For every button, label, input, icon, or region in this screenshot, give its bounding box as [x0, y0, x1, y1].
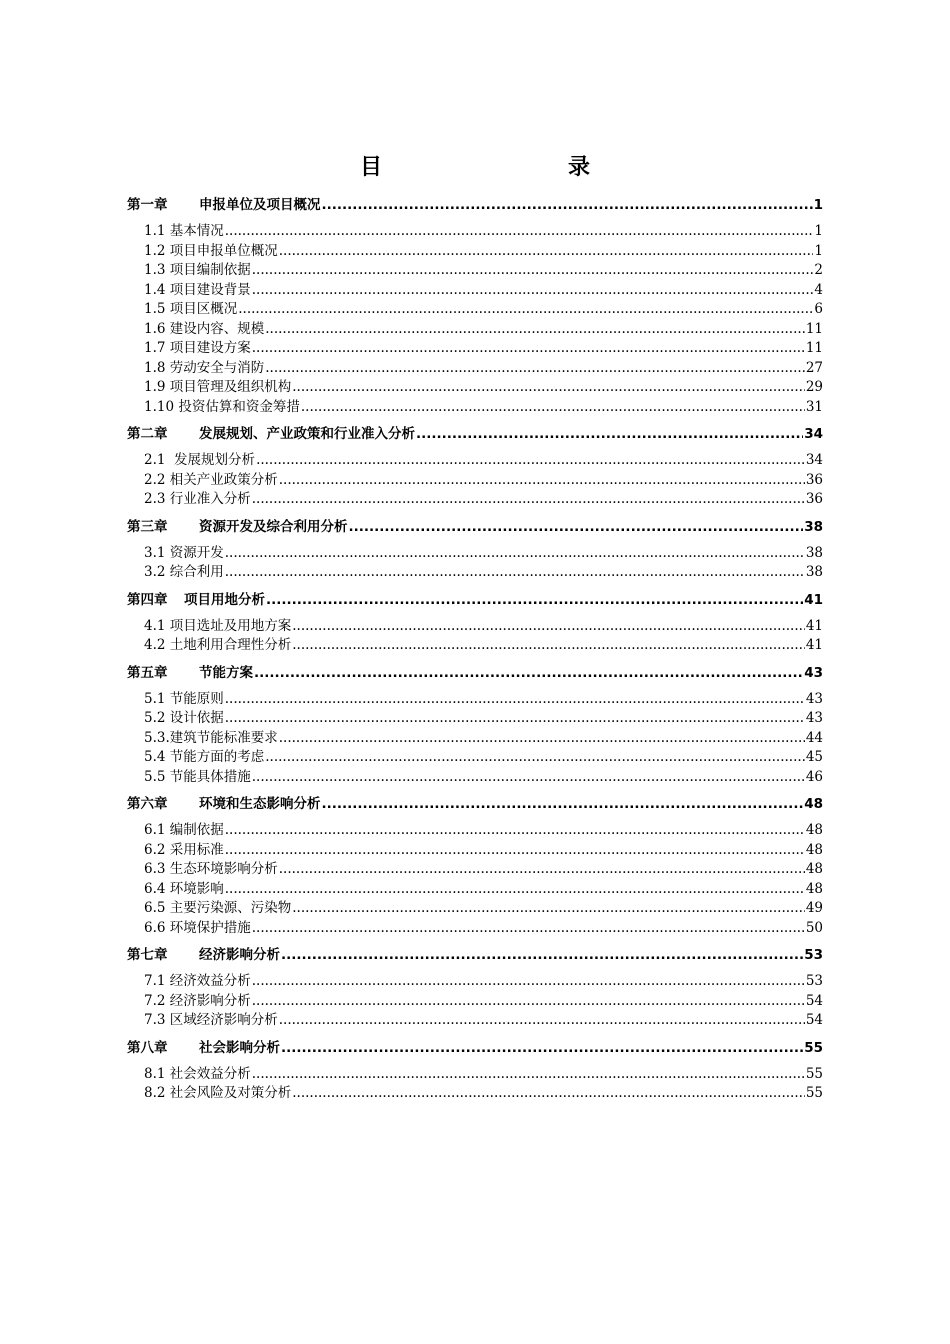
dot-leader	[252, 1065, 805, 1085]
dot-leader	[292, 899, 805, 919]
chapter-entry[interactable]	[127, 192, 823, 218]
chapter-page-number: 41	[804, 591, 823, 608]
section-entry[interactable]	[127, 359, 823, 379]
section-label: 5.2 设计依据	[144, 710, 224, 726]
section-label: 1.4 项目建设背景	[144, 281, 251, 298]
section-label: 7.2 经济影响分析	[144, 992, 251, 1009]
dot-leader	[225, 563, 805, 583]
chapter-number: 第三章	[127, 518, 168, 535]
section-label: 1.1 基本情况	[144, 223, 224, 239]
section-page-number: 53	[805, 973, 823, 989]
section-label: 3.1 资源开发	[144, 544, 224, 561]
section-entry[interactable]	[127, 768, 823, 788]
section-entry[interactable]	[127, 690, 823, 710]
chapter-title: 环境和生态影响分析	[199, 796, 321, 812]
section-page-number: 2	[814, 262, 823, 278]
dot-leader	[279, 860, 805, 880]
section-entry[interactable]	[127, 451, 823, 471]
chapter-number: 第五章	[127, 664, 168, 681]
page-title: 目 录	[359, 155, 672, 180]
chapter-number: 第六章	[127, 796, 168, 812]
section-entry[interactable]	[127, 378, 823, 398]
section-entry[interactable]	[127, 300, 823, 320]
dot-leader	[292, 636, 805, 656]
section-page-number: 43	[805, 710, 823, 726]
section-list	[127, 544, 823, 583]
section-entry[interactable]	[127, 992, 823, 1012]
chapter-title: 节能方案	[199, 664, 253, 681]
dot-leader	[252, 490, 805, 510]
section-label: 7.1 经济效益分析	[144, 973, 251, 989]
dot-leader	[225, 880, 805, 900]
section-list	[127, 1065, 823, 1104]
dot-leader	[225, 222, 814, 242]
section-label: 6.1 编制依据	[144, 822, 224, 838]
section-page-number: 44	[805, 729, 823, 746]
section-page-number: 41	[805, 637, 823, 653]
section-entry[interactable]	[127, 320, 823, 340]
section-label: 1.2 项目申报单位概况	[144, 242, 278, 259]
chapter-entry[interactable]	[127, 421, 823, 447]
chapter-number: 第八章	[127, 1039, 168, 1056]
section-page-number: 34	[805, 452, 823, 468]
chapter-entry[interactable]	[127, 791, 823, 817]
section-page-number: 29	[805, 379, 823, 395]
dot-leader	[252, 281, 814, 301]
chapter-entry[interactable]	[127, 514, 823, 540]
section-list	[127, 222, 823, 417]
dot-leader	[252, 339, 805, 359]
section-label: 4.1 项目选址及用地方案	[144, 617, 292, 634]
section-entry[interactable]	[127, 709, 823, 729]
section-entry[interactable]	[127, 1011, 823, 1031]
chapter-page-number: 48	[804, 796, 823, 812]
section-label: 5.1 节能原则	[144, 690, 224, 707]
section-entry[interactable]	[127, 841, 823, 861]
section-entry[interactable]	[127, 729, 823, 749]
dot-leader	[292, 1084, 805, 1104]
section-entry[interactable]	[127, 860, 823, 880]
dot-leader	[322, 192, 813, 218]
section-page-number: 11	[805, 340, 823, 356]
dot-leader	[322, 791, 804, 817]
section-label: 7.3 区域经济影响分析	[144, 1012, 278, 1028]
section-page-number: 38	[805, 564, 823, 580]
section-page-number: 36	[805, 491, 823, 507]
chapter-number: 第二章	[127, 426, 168, 442]
section-label: 8.1 社会效益分析	[144, 1065, 251, 1082]
section-entry[interactable]	[127, 919, 823, 939]
section-entry[interactable]	[127, 972, 823, 992]
chapter-entry[interactable]	[127, 942, 823, 968]
section-entry[interactable]	[127, 1065, 823, 1085]
section-page-number: 54	[805, 1012, 823, 1028]
section-page-number: 4	[814, 281, 823, 298]
section-entry[interactable]	[127, 636, 823, 656]
section-entry[interactable]	[127, 1084, 823, 1104]
toc-chapter	[127, 192, 823, 417]
section-page-number: 48	[805, 822, 823, 838]
toc-chapter	[127, 421, 823, 510]
section-label: 1.5 项目区概况	[144, 301, 238, 317]
section-page-number: 48	[805, 841, 823, 858]
dot-leader	[225, 544, 805, 564]
dot-leader	[279, 471, 805, 491]
section-list	[127, 451, 823, 510]
section-entry[interactable]	[127, 222, 823, 242]
toc-chapter	[127, 660, 823, 788]
dot-leader	[238, 300, 813, 320]
chapter-entry[interactable]	[127, 1035, 823, 1061]
section-page-number: 38	[805, 544, 823, 561]
section-entry[interactable]	[127, 899, 823, 919]
section-page-number: 48	[805, 861, 823, 877]
section-entry[interactable]	[127, 880, 823, 900]
dot-leader	[265, 748, 805, 768]
dot-leader	[252, 768, 805, 788]
chapter-page-number: 43	[804, 664, 823, 681]
section-page-number: 49	[805, 900, 823, 916]
section-page-number: 27	[805, 359, 823, 376]
section-entry[interactable]	[127, 398, 823, 418]
section-list	[127, 821, 823, 938]
section-label: 3.2 综合利用	[144, 564, 224, 580]
section-page-number: 41	[805, 617, 823, 634]
section-list	[127, 617, 823, 656]
dot-leader	[281, 1035, 803, 1061]
dot-leader	[256, 451, 805, 471]
section-label: 1.7 项目建设方案	[144, 340, 251, 356]
dot-leader	[225, 709, 805, 729]
dot-leader	[349, 514, 804, 540]
section-label: 4.2 土地利用合理性分析	[144, 637, 292, 653]
dot-leader	[279, 1011, 805, 1031]
chapter-title: 发展规划、产业政策和行业准入分析	[199, 426, 415, 442]
section-label: 6.3 生态环境影响分析	[144, 861, 278, 877]
dot-leader	[252, 261, 814, 281]
dot-leader	[252, 919, 805, 939]
section-page-number: 31	[805, 398, 823, 415]
chapter-title: 社会影响分析	[199, 1039, 280, 1056]
section-entry[interactable]	[127, 563, 823, 583]
dot-leader	[292, 378, 805, 398]
section-page-number: 46	[805, 768, 823, 785]
dot-leader	[292, 617, 805, 637]
section-entry[interactable]	[127, 339, 823, 359]
chapter-title: 项目用地分析	[184, 591, 265, 608]
dot-leader	[281, 942, 803, 968]
chapter-page-number: 55	[804, 1039, 823, 1056]
section-label: 2.2 相关产业政策分析	[144, 471, 278, 488]
section-label: 1.9 项目管理及组织机构	[144, 379, 292, 395]
chapter-page-number: 53	[804, 947, 823, 963]
dot-leader	[252, 972, 805, 992]
chapter-page-number: 34	[804, 426, 823, 442]
dot-leader	[301, 398, 805, 418]
dot-leader	[279, 729, 805, 749]
section-label: 8.2 社会风险及对策分析	[144, 1085, 292, 1101]
section-page-number: 1	[814, 242, 823, 259]
section-entry[interactable]	[127, 261, 823, 281]
section-page-number: 54	[805, 992, 823, 1009]
section-page-number: 55	[805, 1085, 823, 1101]
chapter-page-number: 1	[813, 197, 823, 213]
dot-leader	[254, 660, 803, 686]
section-page-number: 55	[805, 1065, 823, 1082]
chapter-title: 申报单位及项目概况	[199, 197, 321, 213]
toc-chapter	[127, 791, 823, 938]
section-label: 6.2 采用标准	[144, 841, 224, 858]
section-entry[interactable]	[127, 471, 823, 491]
dot-leader	[416, 421, 803, 447]
section-page-number: 45	[805, 749, 823, 765]
section-label: 6.4 环境影响	[144, 880, 224, 897]
chapter-page-number: 38	[804, 518, 823, 535]
section-entry[interactable]	[127, 821, 823, 841]
section-label: 1.6 建设内容、规模	[144, 320, 265, 337]
dot-leader	[265, 359, 805, 379]
section-label: 5.4 节能方面的考虑	[144, 749, 265, 765]
section-entry[interactable]	[127, 242, 823, 262]
section-label: 1.10 投资估算和资金筹措	[144, 398, 300, 415]
chapter-number: 第一章	[127, 197, 168, 213]
section-list	[127, 690, 823, 788]
chapter-number: 第七章	[127, 947, 168, 963]
dot-leader	[225, 690, 805, 710]
section-label: 1.3 项目编制依据	[144, 262, 251, 278]
chapter-title: 经济影响分析	[199, 947, 280, 963]
chapter-number: 第四章	[127, 591, 168, 608]
toc-chapter	[127, 942, 823, 1031]
section-page-number: 48	[805, 880, 823, 897]
chapter-entry[interactable]	[127, 587, 823, 613]
section-entry[interactable]	[127, 617, 823, 637]
section-label: 2.3 行业准入分析	[144, 491, 251, 507]
section-entry[interactable]	[127, 748, 823, 768]
section-entry[interactable]	[127, 544, 823, 564]
chapter-title: 资源开发及综合利用分析	[199, 518, 348, 535]
section-list	[127, 972, 823, 1031]
dot-leader	[265, 320, 805, 340]
section-page-number: 6	[814, 301, 823, 317]
dot-leader	[279, 242, 814, 262]
section-page-number: 11	[805, 320, 823, 337]
chapter-entry[interactable]	[127, 660, 823, 686]
toc-chapter	[127, 587, 823, 656]
section-entry[interactable]	[127, 281, 823, 301]
section-page-number: 1	[814, 223, 823, 239]
section-page-number: 36	[805, 471, 823, 488]
dot-leader	[225, 841, 805, 861]
section-label: 6.5 主要污染源、污染物	[144, 900, 292, 916]
section-label: 5.3.建筑节能标准要求	[144, 729, 278, 746]
section-label: 5.5 节能具体措施	[144, 768, 251, 785]
section-entry[interactable]	[127, 490, 823, 510]
dot-leader	[225, 821, 805, 841]
section-page-number: 50	[805, 919, 823, 936]
section-label: 2.1 发展规划分析	[144, 452, 256, 468]
dot-leader	[266, 587, 803, 613]
dot-leader	[252, 992, 805, 1012]
section-label: 6.6 环境保护措施	[144, 919, 251, 936]
section-label: 1.8 劳动安全与消防	[144, 359, 265, 376]
toc-chapter	[127, 1035, 823, 1104]
section-page-number: 43	[805, 690, 823, 707]
table-of-contents	[127, 192, 823, 1108]
toc-chapter	[127, 514, 823, 583]
